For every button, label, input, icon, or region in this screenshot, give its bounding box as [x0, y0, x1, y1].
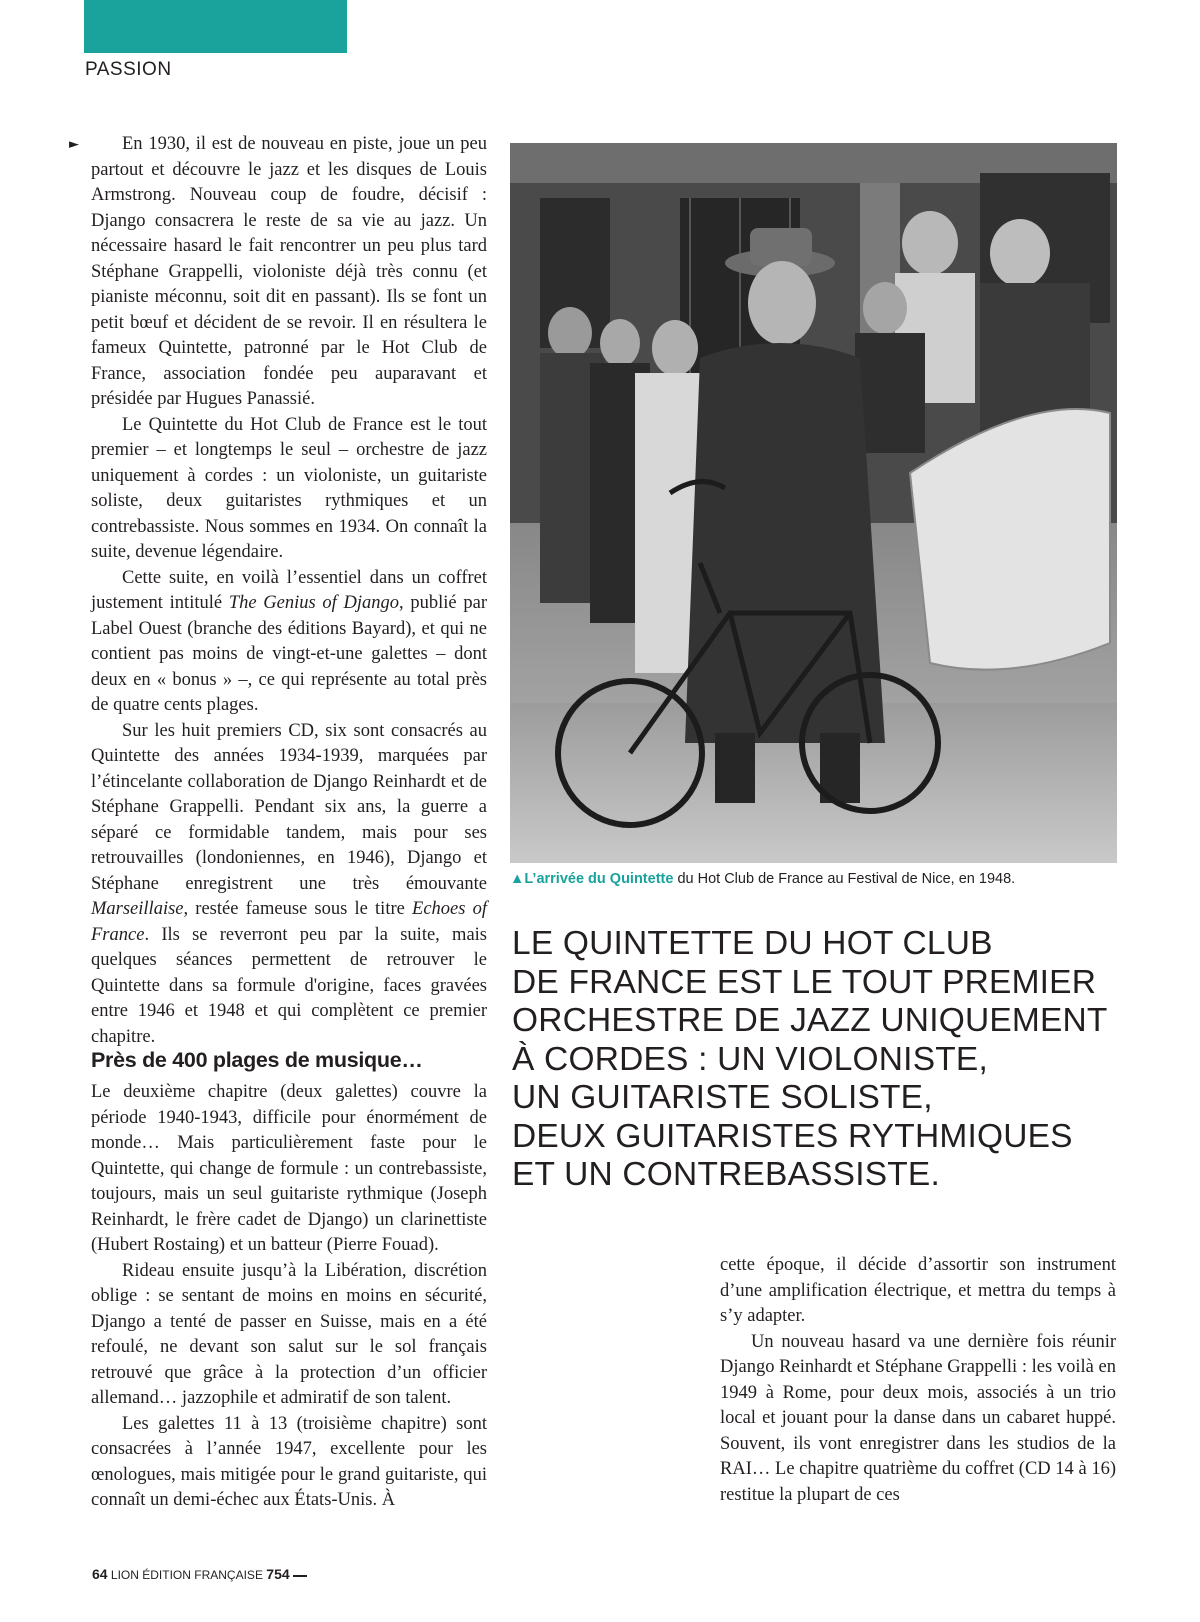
section-label: PASSION: [85, 59, 172, 80]
paragraph: En 1930, il est de nouveau en piste, joue un peu partout et découvre le jazz et les disques de Louis Armstrong. Nouveau coup de foudre, décisif : Django consacrera le reste de sa vie au jazz. Un nécessaire hasard le fait rencontrer un peu plus tard Stéphane Grappelli, violoniste déjà très connu (et pianiste méconnu, soit dit en passant). Ils se font un petit bœuf et décident de se revoir. Il en résultera le fameux Quintette, patronné par le Hot Club de France, association fondée peu auparavant et présidée par Hugues Panassié.: [91, 134, 487, 409]
issue-number: 754: [266, 1566, 290, 1582]
article-column-right: [720, 1253, 1116, 1508]
pull-quote-line: ORCHESTRE DE JAZZ UNIQUEMENT: [512, 1002, 1108, 1039]
publication-name: LION ÉDITION FRANÇAISE: [110, 1568, 263, 1582]
caption-text: du Hot Club de France au Festival de Nice, en 1948.: [673, 871, 1016, 887]
paragraph: cette époque, il décide d’assortir son instrument d’une amplification électrique, et mettra du temps à s’y adapter.: [720, 1255, 1116, 1326]
pull-quote-line: À CORDES : UN VIOLONISTE,: [512, 1040, 988, 1078]
pull-quote: [512, 925, 1112, 1195]
footer-rule: [293, 1575, 307, 1577]
pull-quote-line: DE FRANCE EST LE TOUT PREMIER: [512, 963, 1097, 1001]
album-title: The Genius of Django: [228, 593, 400, 613]
photo-quintette-arrival: [510, 143, 1117, 863]
pull-quote-line: LE QUINTETTE DU HOT CLUB: [512, 925, 993, 962]
article-column-left-bottom: [91, 1080, 487, 1514]
section-tab-bar: [84, 0, 347, 53]
paragraph: Cette suite, en voilà l’essentiel dans un coffret justement intitulé The Genius of Django, publié par Label Ouest (branche des éditions Bayard), et qui ne contient pas moins de vingt-et-une galettes – dont deux en « bonus » –, ce qui représente au total près de quatre cents plages.: [91, 567, 487, 715]
song-title: Echoes of France: [91, 899, 488, 945]
page-footer: [92, 1566, 307, 1582]
photo-caption: [510, 871, 1117, 887]
paragraph: Les galettes 11 à 13 (troisième chapitre) sont consacrées à l’année 1947, excellente pour les œnologues, mais mitigée pour le grand guitariste, qui connaît un demi-échec aux États-Unis. À: [91, 1413, 487, 1510]
subheading: Près de 400 plages de musique…: [91, 1048, 423, 1072]
caption-triangle-icon: ▲: [510, 871, 525, 887]
song-title: Marseillaise: [91, 899, 184, 919]
caption-highlight: L’arrivée du Quintette: [524, 871, 674, 887]
paragraph: Sur les huit premiers CD, six sont consacrés au Quintette des années 1934-1939, marquées par l’étincelante collaboration de Django Reinhardt et de Stéphane Grappelli. Pendant six ans, la guerre a séparé ce formidable tandem, mais pour ses retrouvailles (londoniennes, en 1946), Django et Stéphane enregistrent une très émouvante Marseillaise, restée fameuse sous le titre Echoes of France. Ils se reverront peu par la suite, mais quelques séances permettent de retrouver le Quintette dans sa formule d'origine, faces gravées entre 1946 et 1948 et qui complètent ce premier chapitre.: [91, 720, 488, 1047]
pull-quote-line: ET UN CONTREBASSISTE.: [512, 1156, 940, 1193]
paragraph: Le deuxième chapitre (deux galettes) couvre la période 1940-1943, difficile pour énormément de monde… Mais particulièrement faste pour le Quintette, qui change de formule : un contrebassiste, toujours, mais un seul guitariste rythmique (Joseph Reinhardt, le frère cadet de Django) un clarinettiste (Hubert Rostaing) et un batteur (Pierre Fouad).: [91, 1082, 487, 1255]
article-column-left-top: [91, 132, 487, 1050]
pull-quote-line: UN GUITARISTE SOLISTE,: [512, 1079, 933, 1116]
paragraph: Le Quintette du Hot Club de France est le tout premier – et longtemps le seul – orchestre de jazz uniquement à cordes : un violoniste, un guitariste soliste, deux guitaristes rythmiques et un contrebassiste. Nous sommes en 1934. On connaît la suite, devenue légendaire.: [91, 414, 487, 562]
continuation-arrow-icon: ►: [69, 137, 79, 152]
pull-quote-line: DEUX GUITARISTES RYTHMIQUES: [512, 1117, 1073, 1155]
paragraph: Rideau ensuite jusqu’à la Libération, discrétion oblige : se sentant de moins en moins en sécurité, Django a tenté de passer en Suisse, mais en a été refoulé, ne devant son salut sur le sol français retrouvé que grâce à la protection d’un officier allemand… jazzophile et admiratif de son talent.: [91, 1260, 487, 1408]
paragraph: Un nouveau hasard va une dernière fois réunir Django Reinhardt et Stéphane Grappelli : les voilà en 1949 à Rome, pour deux mois, associés à un trio local et jouant pour la danse dans un cabaret huppé. Souvent, ils vont enregistrer dans les studios de la RAI… Le chapitre quatrième du coffret (CD 14 à 16) restitue la plupart de ces: [720, 1331, 1116, 1505]
page-number: 64: [92, 1566, 108, 1582]
